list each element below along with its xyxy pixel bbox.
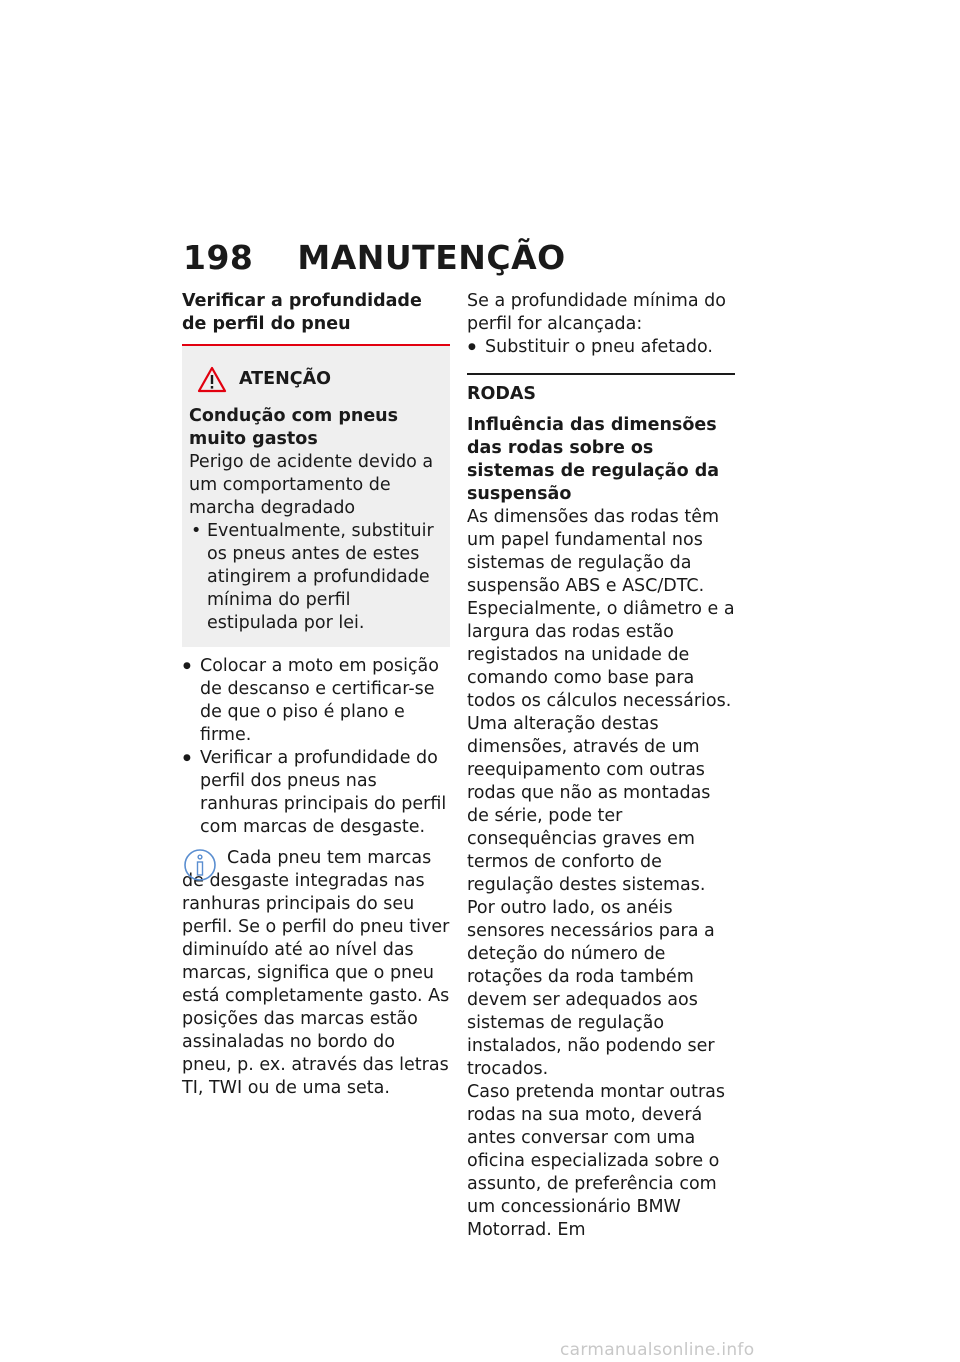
- section-title: Verificar a profundidade de perfil do pneu: [182, 291, 422, 334]
- page-number: 198: [183, 238, 254, 277]
- intro-text: Se a profundidade mínima do perfil for alcançada:: [467, 291, 726, 334]
- left-column: [182, 290, 450, 1100]
- intro-bullets: [467, 336, 735, 359]
- list-item: ● Colocar a moto em posição de descanso e certificar-se de que o piso é plano e firme.: [182, 655, 450, 747]
- list-item: • Eventualmente, substituir os pneus antes de estes atingirem a profundidade mínima do perfil estipulada por lei.: [189, 520, 440, 635]
- warning-triangle-icon: [197, 366, 227, 393]
- watermark: carmanualsonline.info: [560, 1340, 755, 1360]
- warning-text: Perigo de acidente devido a um comportamento de marcha degradado: [189, 452, 434, 518]
- procedure-steps: [182, 655, 450, 839]
- warning-label: ATENÇÃO: [239, 369, 331, 389]
- paragraph: Caso pretenda montar outras rodas na sua moto, deverá antes conversar com uma oficina especializada sobre o assunto, de preferência com um concessionário BMW Motorrad. Em: [467, 1082, 726, 1240]
- warning-box: [182, 346, 450, 647]
- right-column: [467, 290, 735, 1242]
- warning-bullets: [189, 520, 440, 635]
- chapter-rule: [467, 373, 735, 375]
- tip-text: Cada pneu tem marcas de desgaste integradas nas ranhuras principais do seu perfil. Se o perfil do pneu tiver diminuído até ao nível das marcas, significa que o pneu está completamente gasto. As posições das marcas estão assinaladas no bordo do pneu, p. ex. através das letras TI, TWI ou de uma seta.: [182, 848, 450, 1098]
- chapter-heading: RODAS: [467, 384, 537, 404]
- paragraph: As dimensões das rodas têm um papel fundamental nos sistemas de regulação da suspensão ABS e ASC/DTC. Especialmente, o diâmetro e a largura das rodas estão registados na unidade de comando como base para todos os cálculos necessários. Uma alteração destas dimensões, através de um reequipamento com outras rodas que não as montadas de série, pode ter consequências graves em termos de conforto de regulação destes sistemas.: [467, 507, 735, 895]
- list-item: ● Verificar a profundidade do perfil dos pneus nas ranhuras principais do perfil com marcas de desgaste.: [182, 747, 450, 839]
- chapter-title: MANUTENÇÃO: [297, 238, 566, 277]
- info-icon: [182, 847, 218, 883]
- list-item: ● Substituir o pneu afetado.: [467, 336, 735, 359]
- page-header: [183, 238, 566, 277]
- subsection-title: Influência das dimensões das rodas sobre os sistemas de regulação da suspensão: [467, 415, 720, 504]
- warning-title: Condução com pneus muito gastos: [189, 406, 399, 449]
- warning-header: [197, 366, 440, 393]
- info-tip: [182, 847, 450, 1100]
- paragraph: Por outro lado, os anéis sensores necessários para a deteção do número de rotações da roda também devem ser adequados aos sistemas de regulação instalados, não podendo ser trocados.: [467, 898, 715, 1079]
